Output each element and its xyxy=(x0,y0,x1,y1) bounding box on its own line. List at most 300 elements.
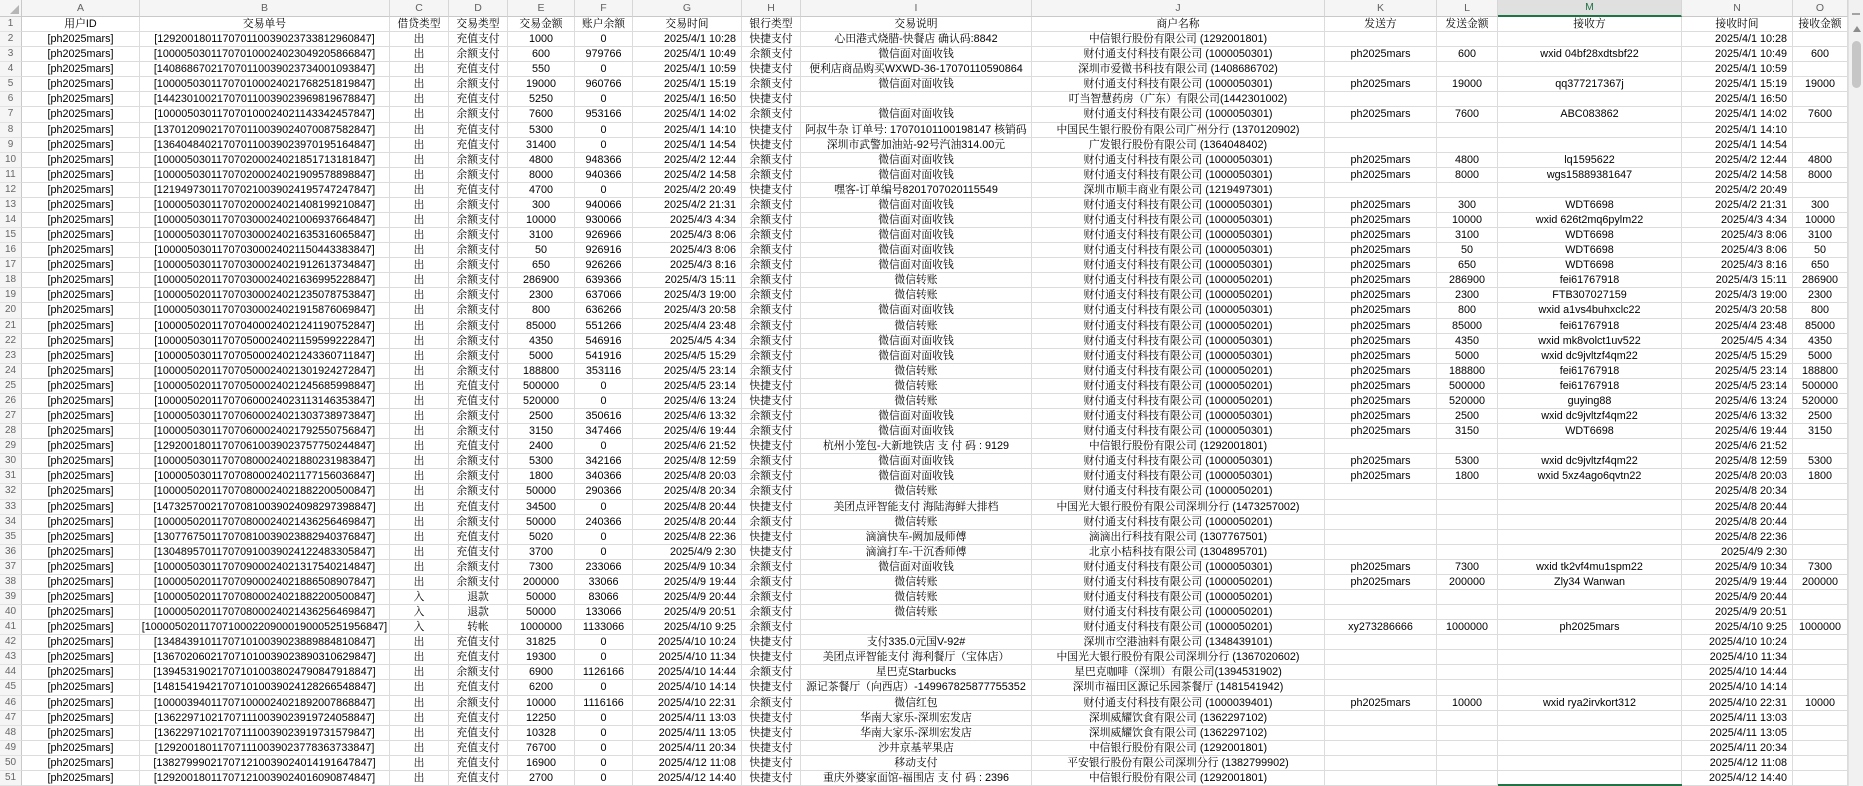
cell-K47[interactable] xyxy=(1325,711,1437,726)
cell-A13[interactable]: [ph2025mars] xyxy=(22,198,140,213)
cell-A40[interactable]: [ph2025mars] xyxy=(22,605,140,620)
row-header-25[interactable]: 25 xyxy=(0,379,22,394)
cell-G14[interactable]: 2025/4/3 4:34 xyxy=(633,213,742,228)
cell-G51[interactable]: 2025/4/12 14:40 xyxy=(633,771,742,786)
cell-G21[interactable]: 2025/4/4 23:48 xyxy=(633,319,742,334)
cell-A33[interactable]: [ph2025mars] xyxy=(22,500,140,515)
cell-E32[interactable]: 50000 xyxy=(508,484,575,499)
cell-G23[interactable]: 2025/4/5 15:29 xyxy=(633,349,742,364)
cell-O1[interactable]: 接收金额 xyxy=(1793,17,1848,32)
cell-M18[interactable]: fei61767918 xyxy=(1498,273,1682,288)
cell-E18[interactable]: 286900 xyxy=(508,273,575,288)
cell-H32[interactable]: 余额支付 xyxy=(742,484,801,499)
cell-B24[interactable]: [100005020117070500024021301924272847] xyxy=(140,364,390,379)
cell-J7[interactable]: 财付通支付科技有限公司 (1000050301) xyxy=(1032,107,1325,122)
row-header-24[interactable]: 24 xyxy=(0,364,22,379)
cell-C5[interactable]: 出 xyxy=(390,77,449,92)
cell-C10[interactable]: 出 xyxy=(390,153,449,168)
column-header-H[interactable]: H xyxy=(742,0,801,17)
cell-E42[interactable]: 31825 xyxy=(508,635,575,650)
cell-D12[interactable]: 充值支付 xyxy=(449,183,508,198)
cell-D48[interactable]: 充值支付 xyxy=(449,726,508,741)
column-header-O[interactable]: O xyxy=(1793,0,1848,17)
cell-F30[interactable]: 342166 xyxy=(575,454,633,469)
cell-I20[interactable]: 微信面对面收钱 xyxy=(801,303,1032,318)
cell-B28[interactable]: [100005030117070600024021792550756847] xyxy=(140,424,390,439)
cell-H24[interactable]: 余额支付 xyxy=(742,364,801,379)
cell-I9[interactable]: 深圳市武警加油站-92号汽油314.00元 xyxy=(801,138,1032,153)
cell-K28[interactable]: ph2025mars xyxy=(1325,424,1437,439)
cell-D19[interactable]: 余额支付 xyxy=(449,288,508,303)
cell-K45[interactable] xyxy=(1325,680,1437,695)
cell-G31[interactable]: 2025/4/8 20:03 xyxy=(633,469,742,484)
cell-O9[interactable] xyxy=(1793,138,1848,153)
cell-F18[interactable]: 639366 xyxy=(575,273,633,288)
cell-A31[interactable]: [ph2025mars] xyxy=(22,469,140,484)
cell-H18[interactable]: 余额支付 xyxy=(742,273,801,288)
cell-B34[interactable]: [100005020117070800024021436256469847] xyxy=(140,515,390,530)
cell-D7[interactable]: 余额支付 xyxy=(449,107,508,122)
cell-A39[interactable]: [ph2025mars] xyxy=(22,590,140,605)
cell-I17[interactable]: 微信面对面收钱 xyxy=(801,258,1032,273)
cell-O23[interactable]: 5000 xyxy=(1793,349,1848,364)
cell-K17[interactable]: ph2025mars xyxy=(1325,258,1437,273)
cell-B10[interactable]: [100005030117070200024021851713181847] xyxy=(140,153,390,168)
cell-H49[interactable]: 快捷支付 xyxy=(742,741,801,756)
cell-J38[interactable]: 财付通支付科技有限公司 (1000050201) xyxy=(1032,575,1325,590)
cell-F42[interactable]: 0 xyxy=(575,635,633,650)
cell-G4[interactable]: 2025/4/1 10:59 xyxy=(633,62,742,77)
cell-C20[interactable]: 出 xyxy=(390,303,449,318)
cell-H31[interactable]: 余额支付 xyxy=(742,469,801,484)
cell-E33[interactable]: 34500 xyxy=(508,500,575,515)
row-header-7[interactable]: 7 xyxy=(0,107,22,122)
cell-C8[interactable]: 出 xyxy=(390,123,449,138)
cell-L22[interactable]: 4350 xyxy=(1437,334,1498,349)
cell-M36[interactable] xyxy=(1498,545,1682,560)
cell-L12[interactable] xyxy=(1437,183,1498,198)
row-header-15[interactable]: 15 xyxy=(0,228,22,243)
cell-H13[interactable]: 余额支付 xyxy=(742,198,801,213)
row-header-1[interactable]: 1 xyxy=(0,17,22,32)
cell-C47[interactable]: 出 xyxy=(390,711,449,726)
cell-M37[interactable]: wxid tk2vf4mu1spm22 xyxy=(1498,560,1682,575)
cell-H11[interactable]: 余额支付 xyxy=(742,168,801,183)
cell-F12[interactable]: 0 xyxy=(575,183,633,198)
cell-B15[interactable]: [100005030117070300024021635316065847] xyxy=(140,228,390,243)
column-header-G[interactable]: G xyxy=(633,0,742,17)
cell-M34[interactable] xyxy=(1498,515,1682,530)
row-header-44[interactable]: 44 xyxy=(0,665,22,680)
cell-A49[interactable]: [ph2025mars] xyxy=(22,741,140,756)
cell-J22[interactable]: 财付通支付科技有限公司 (1000050301) xyxy=(1032,334,1325,349)
cell-F26[interactable]: 0 xyxy=(575,394,633,409)
cell-C36[interactable]: 出 xyxy=(390,545,449,560)
cell-O32[interactable] xyxy=(1793,484,1848,499)
cell-A48[interactable]: [ph2025mars] xyxy=(22,726,140,741)
cell-N12[interactable]: 2025/4/2 20:49 xyxy=(1682,183,1793,198)
cell-K13[interactable]: ph2025mars xyxy=(1325,198,1437,213)
cell-B14[interactable]: [100005030117070300024021006937664847] xyxy=(140,213,390,228)
cell-N6[interactable]: 2025/4/1 16:50 xyxy=(1682,92,1793,107)
cell-C40[interactable]: 入 xyxy=(390,605,449,620)
cell-F36[interactable]: 0 xyxy=(575,545,633,560)
cell-E7[interactable]: 7600 xyxy=(508,107,575,122)
cell-M35[interactable] xyxy=(1498,530,1682,545)
cell-F6[interactable]: 0 xyxy=(575,92,633,107)
cell-H22[interactable]: 余额支付 xyxy=(742,334,801,349)
cell-E13[interactable]: 300 xyxy=(508,198,575,213)
row-header-31[interactable]: 31 xyxy=(0,469,22,484)
cell-N41[interactable]: 2025/4/10 9:25 xyxy=(1682,620,1793,635)
cell-B39[interactable]: [100005020117070800024021882200500847] xyxy=(140,590,390,605)
cell-A4[interactable]: [ph2025mars] xyxy=(22,62,140,77)
cell-N35[interactable]: 2025/4/8 22:36 xyxy=(1682,530,1793,545)
cell-D29[interactable]: 充值支付 xyxy=(449,439,508,454)
cell-H17[interactable]: 余额支付 xyxy=(742,258,801,273)
cell-N2[interactable]: 2025/4/1 10:28 xyxy=(1682,32,1793,47)
cell-F48[interactable]: 0 xyxy=(575,726,633,741)
cell-A20[interactable]: [ph2025mars] xyxy=(22,303,140,318)
cell-F11[interactable]: 940366 xyxy=(575,168,633,183)
cell-K25[interactable]: ph2025mars xyxy=(1325,379,1437,394)
cell-G16[interactable]: 2025/4/3 8:06 xyxy=(633,243,742,258)
cell-J21[interactable]: 财付通支付科技有限公司 (1000050201) xyxy=(1032,319,1325,334)
cell-B27[interactable]: [100005030117070600024021303738973847] xyxy=(140,409,390,424)
cell-L31[interactable]: 1800 xyxy=(1437,469,1498,484)
cell-A34[interactable]: [ph2025mars] xyxy=(22,515,140,530)
cell-I12[interactable]: 嘿客-订单编号8201707020115549 xyxy=(801,183,1032,198)
cell-A9[interactable]: [ph2025mars] xyxy=(22,138,140,153)
row-header-21[interactable]: 21 xyxy=(0,319,22,334)
cell-E5[interactable]: 19000 xyxy=(508,77,575,92)
cell-A5[interactable]: [ph2025mars] xyxy=(22,77,140,92)
cell-M21[interactable]: fei61767918 xyxy=(1498,319,1682,334)
cell-A10[interactable]: [ph2025mars] xyxy=(22,153,140,168)
cell-M15[interactable]: WDT6698 xyxy=(1498,228,1682,243)
cell-F20[interactable]: 636266 xyxy=(575,303,633,318)
cell-C21[interactable]: 出 xyxy=(390,319,449,334)
cell-A35[interactable]: [ph2025mars] xyxy=(22,530,140,545)
cell-M24[interactable]: fei61767918 xyxy=(1498,364,1682,379)
cell-F39[interactable]: 83066 xyxy=(575,590,633,605)
cell-M31[interactable]: wxid 5xz4ago6qvtn22 xyxy=(1498,469,1682,484)
cell-L50[interactable] xyxy=(1437,756,1498,771)
cell-H35[interactable]: 快捷支付 xyxy=(742,530,801,545)
column-header-D[interactable]: D xyxy=(449,0,508,17)
cell-D25[interactable]: 充值支付 xyxy=(449,379,508,394)
cell-H50[interactable]: 快捷支付 xyxy=(742,756,801,771)
cell-K31[interactable]: ph2025mars xyxy=(1325,469,1437,484)
cell-I13[interactable]: 微信面对面收钱 xyxy=(801,198,1032,213)
cell-H40[interactable]: 余额支付 xyxy=(742,605,801,620)
cell-B23[interactable]: [100005030117070500024021243360711847] xyxy=(140,349,390,364)
cell-C14[interactable]: 出 xyxy=(390,213,449,228)
cell-A19[interactable]: [ph2025mars] xyxy=(22,288,140,303)
cell-J16[interactable]: 财付通支付科技有限公司 (1000050301) xyxy=(1032,243,1325,258)
cell-G9[interactable]: 2025/4/1 14:54 xyxy=(633,138,742,153)
cell-D17[interactable]: 余额支付 xyxy=(449,258,508,273)
cell-J46[interactable]: 财付通支付科技有限公司 (1000039401) xyxy=(1032,696,1325,711)
cell-E40[interactable]: 50000 xyxy=(508,605,575,620)
cell-M2[interactable] xyxy=(1498,32,1682,47)
cell-E14[interactable]: 10000 xyxy=(508,213,575,228)
cell-K46[interactable]: ph2025mars xyxy=(1325,696,1437,711)
cell-D34[interactable]: 余额支付 xyxy=(449,515,508,530)
cell-N19[interactable]: 2025/4/3 19:00 xyxy=(1682,288,1793,303)
cell-D50[interactable]: 充值支付 xyxy=(449,756,508,771)
cell-C32[interactable]: 出 xyxy=(390,484,449,499)
cell-L10[interactable]: 4800 xyxy=(1437,153,1498,168)
cell-D1[interactable]: 交易类型 xyxy=(449,17,508,32)
cell-A7[interactable]: [ph2025mars] xyxy=(22,107,140,122)
cell-G33[interactable]: 2025/4/8 20:44 xyxy=(633,500,742,515)
cell-L23[interactable]: 5000 xyxy=(1437,349,1498,364)
cell-D24[interactable]: 余额支付 xyxy=(449,364,508,379)
cell-M13[interactable]: WDT6698 xyxy=(1498,198,1682,213)
cell-B40[interactable]: [100005020117070800024021436256469847] xyxy=(140,605,390,620)
cell-N7[interactable]: 2025/4/1 14:02 xyxy=(1682,107,1793,122)
cell-G10[interactable]: 2025/4/2 12:44 xyxy=(633,153,742,168)
cell-H43[interactable]: 快捷支付 xyxy=(742,650,801,665)
cell-B12[interactable]: [121949730117070210039024195747247847] xyxy=(140,183,390,198)
cell-G29[interactable]: 2025/4/6 21:52 xyxy=(633,439,742,454)
cell-J51[interactable]: 中信银行股份有限公司 (1292001801) xyxy=(1032,771,1325,786)
cell-D35[interactable]: 充值支付 xyxy=(449,530,508,545)
cell-L7[interactable]: 7600 xyxy=(1437,107,1498,122)
cell-F4[interactable]: 0 xyxy=(575,62,633,77)
cell-M42[interactable] xyxy=(1498,635,1682,650)
cell-K40[interactable] xyxy=(1325,605,1437,620)
cell-I32[interactable]: 微信转账 xyxy=(801,484,1032,499)
cell-I23[interactable]: 微信面对面收钱 xyxy=(801,349,1032,364)
cell-K42[interactable] xyxy=(1325,635,1437,650)
cell-O18[interactable]: 286900 xyxy=(1793,273,1848,288)
cell-K37[interactable]: ph2025mars xyxy=(1325,560,1437,575)
cell-C43[interactable]: 出 xyxy=(390,650,449,665)
cell-M22[interactable]: wxid mk8volct1uv522 xyxy=(1498,334,1682,349)
cell-L40[interactable] xyxy=(1437,605,1498,620)
cell-J30[interactable]: 财付通支付科技有限公司 (1000050301) xyxy=(1032,454,1325,469)
cell-B5[interactable]: [100005030117070100024021768251819847] xyxy=(140,77,390,92)
cell-A6[interactable]: [ph2025mars] xyxy=(22,92,140,107)
cell-C18[interactable]: 出 xyxy=(390,273,449,288)
cell-E38[interactable]: 200000 xyxy=(508,575,575,590)
cell-D11[interactable]: 余额支付 xyxy=(449,168,508,183)
cell-L14[interactable]: 10000 xyxy=(1437,213,1498,228)
cell-A15[interactable]: [ph2025mars] xyxy=(22,228,140,243)
cell-A41[interactable]: [ph2025mars] xyxy=(22,620,140,635)
cell-K1[interactable]: 发送方 xyxy=(1325,17,1437,32)
cell-H27[interactable]: 余额支付 xyxy=(742,409,801,424)
row-header-35[interactable]: 35 xyxy=(0,530,22,545)
cell-J23[interactable]: 财付通支付科技有限公司 (1000050301) xyxy=(1032,349,1325,364)
cell-N11[interactable]: 2025/4/2 14:58 xyxy=(1682,168,1793,183)
cell-D3[interactable]: 余额支付 xyxy=(449,47,508,62)
cell-M7[interactable]: ABC083862 xyxy=(1498,107,1682,122)
cell-O30[interactable]: 5300 xyxy=(1793,454,1848,469)
cell-N3[interactable]: 2025/4/1 10:49 xyxy=(1682,47,1793,62)
column-header-J[interactable]: J xyxy=(1032,0,1325,17)
column-header-E[interactable]: E xyxy=(508,0,575,17)
cell-C23[interactable]: 出 xyxy=(390,349,449,364)
cell-H38[interactable]: 余额支付 xyxy=(742,575,801,590)
cell-A3[interactable]: [ph2025mars] xyxy=(22,47,140,62)
cell-C2[interactable]: 出 xyxy=(390,32,449,47)
cell-B33[interactable]: [147325700217070810039024098297398847] xyxy=(140,500,390,515)
cell-N1[interactable]: 接收时间 xyxy=(1682,17,1793,32)
cell-I5[interactable]: 微信面对面收钱 xyxy=(801,77,1032,92)
cell-F27[interactable]: 350616 xyxy=(575,409,633,424)
cell-L43[interactable] xyxy=(1437,650,1498,665)
cell-B17[interactable]: [100005030117070300024021912613734847] xyxy=(140,258,390,273)
cell-M20[interactable]: wxid a1vs4buhxclc22 xyxy=(1498,303,1682,318)
cell-D38[interactable]: 余额支付 xyxy=(449,575,508,590)
cell-D49[interactable]: 充值支付 xyxy=(449,741,508,756)
cell-G42[interactable]: 2025/4/10 10:24 xyxy=(633,635,742,650)
cell-H34[interactable]: 余额支付 xyxy=(742,515,801,530)
cell-I22[interactable]: 微信面对面收钱 xyxy=(801,334,1032,349)
cell-D26[interactable]: 充值支付 xyxy=(449,394,508,409)
cell-C25[interactable]: 出 xyxy=(390,379,449,394)
column-header-I[interactable]: I xyxy=(801,0,1032,17)
cell-N26[interactable]: 2025/4/6 13:24 xyxy=(1682,394,1793,409)
cell-L36[interactable] xyxy=(1437,545,1498,560)
cell-L41[interactable]: 1000000 xyxy=(1437,620,1498,635)
row-header-10[interactable]: 10 xyxy=(0,153,22,168)
cell-I43[interactable]: 美团点评智能支付 海利餐厅（宝体店） xyxy=(801,650,1032,665)
cell-D18[interactable]: 余额支付 xyxy=(449,273,508,288)
cell-N30[interactable]: 2025/4/8 12:59 xyxy=(1682,454,1793,469)
cell-N44[interactable]: 2025/4/10 14:44 xyxy=(1682,665,1793,680)
cell-M47[interactable] xyxy=(1498,711,1682,726)
cell-E41[interactable]: 1000000 xyxy=(508,620,575,635)
cell-E3[interactable]: 600 xyxy=(508,47,575,62)
cell-I10[interactable]: 微信面对面收钱 xyxy=(801,153,1032,168)
row-header-40[interactable]: 40 xyxy=(0,605,22,620)
cell-M39[interactable] xyxy=(1498,590,1682,605)
cell-C15[interactable]: 出 xyxy=(390,228,449,243)
cell-L9[interactable] xyxy=(1437,138,1498,153)
cell-K35[interactable] xyxy=(1325,530,1437,545)
cell-A22[interactable]: [ph2025mars] xyxy=(22,334,140,349)
cell-D15[interactable]: 余额支付 xyxy=(449,228,508,243)
cell-O38[interactable]: 200000 xyxy=(1793,575,1848,590)
cell-B9[interactable]: [136404840217070110039023970195164847] xyxy=(140,138,390,153)
cell-G36[interactable]: 2025/4/9 2:30 xyxy=(633,545,742,560)
row-header-50[interactable]: 50 xyxy=(0,756,22,771)
cell-N39[interactable]: 2025/4/9 20:44 xyxy=(1682,590,1793,605)
cell-I15[interactable]: 微信面对面收钱 xyxy=(801,228,1032,243)
cell-O41[interactable]: 1000000 xyxy=(1793,620,1848,635)
cell-N48[interactable]: 2025/4/11 13:05 xyxy=(1682,726,1793,741)
cell-G2[interactable]: 2025/4/1 10:28 xyxy=(633,32,742,47)
row-header-42[interactable]: 42 xyxy=(0,635,22,650)
cell-B20[interactable]: [100005030117070300024021915876069847] xyxy=(140,303,390,318)
cell-H21[interactable]: 余额支付 xyxy=(742,319,801,334)
cell-A11[interactable]: [ph2025mars] xyxy=(22,168,140,183)
cell-M29[interactable] xyxy=(1498,439,1682,454)
cell-K30[interactable]: ph2025mars xyxy=(1325,454,1437,469)
cell-H28[interactable]: 余额支付 xyxy=(742,424,801,439)
cell-I34[interactable]: 微信转账 xyxy=(801,515,1032,530)
cell-L38[interactable]: 200000 xyxy=(1437,575,1498,590)
cell-B51[interactable]: [129200180117071210039024016090874847] xyxy=(140,771,390,786)
cell-G15[interactable]: 2025/4/3 8:06 xyxy=(633,228,742,243)
cell-E31[interactable]: 1800 xyxy=(508,469,575,484)
cell-J50[interactable]: 平安银行股份有限公司深圳分行 (1382799902) xyxy=(1032,756,1325,771)
cell-M30[interactable]: wxid dc9jvltzf4qm22 xyxy=(1498,454,1682,469)
cell-B1[interactable]: 交易单号 xyxy=(140,17,390,32)
cell-M44[interactable] xyxy=(1498,665,1682,680)
cell-G41[interactable]: 2025/4/10 9:25 xyxy=(633,620,742,635)
cell-H12[interactable]: 快捷支付 xyxy=(742,183,801,198)
cell-K5[interactable]: ph2025mars xyxy=(1325,77,1437,92)
cell-M14[interactable]: wxid 626t2mq6pylm22 xyxy=(1498,213,1682,228)
cell-F2[interactable]: 0 xyxy=(575,32,633,47)
cell-D47[interactable]: 充值支付 xyxy=(449,711,508,726)
cell-J42[interactable]: 深圳市空港油料有限公司 (1348439101) xyxy=(1032,635,1325,650)
cell-F24[interactable]: 353116 xyxy=(575,364,633,379)
cell-O6[interactable] xyxy=(1793,92,1848,107)
cell-G34[interactable]: 2025/4/8 20:44 xyxy=(633,515,742,530)
cell-J25[interactable]: 财付通支付科技有限公司 (1000050201) xyxy=(1032,379,1325,394)
cell-M17[interactable]: WDT6698 xyxy=(1498,258,1682,273)
cell-N34[interactable]: 2025/4/8 20:44 xyxy=(1682,515,1793,530)
cell-K4[interactable] xyxy=(1325,62,1437,77)
row-header-47[interactable]: 47 xyxy=(0,711,22,726)
cell-N13[interactable]: 2025/4/2 21:31 xyxy=(1682,198,1793,213)
cell-C9[interactable]: 出 xyxy=(390,138,449,153)
cell-E19[interactable]: 2300 xyxy=(508,288,575,303)
cell-M33[interactable] xyxy=(1498,500,1682,515)
cell-E29[interactable]: 2400 xyxy=(508,439,575,454)
cell-A2[interactable]: [ph2025mars] xyxy=(22,32,140,47)
cell-I16[interactable]: 微信面对面收钱 xyxy=(801,243,1032,258)
cell-J1[interactable]: 商户名称 xyxy=(1032,17,1325,32)
cell-A18[interactable]: [ph2025mars] xyxy=(22,273,140,288)
cell-E35[interactable]: 5020 xyxy=(508,530,575,545)
cell-M6[interactable] xyxy=(1498,92,1682,107)
scrollbar-thumb[interactable] xyxy=(1852,41,1861,88)
cell-A17[interactable]: [ph2025mars] xyxy=(22,258,140,273)
cell-N9[interactable]: 2025/4/1 14:54 xyxy=(1682,138,1793,153)
cell-J40[interactable]: 财付通支付科技有限公司 (1000050201) xyxy=(1032,605,1325,620)
cell-C49[interactable]: 出 xyxy=(390,741,449,756)
row-header-43[interactable]: 43 xyxy=(0,650,22,665)
cell-J35[interactable]: 滴滴出行科技有限公司 (1307767501) xyxy=(1032,530,1325,545)
cell-J14[interactable]: 财付通支付科技有限公司 (1000050301) xyxy=(1032,213,1325,228)
cell-F50[interactable]: 0 xyxy=(575,756,633,771)
cell-M25[interactable]: fei61767918 xyxy=(1498,379,1682,394)
cell-F43[interactable]: 0 xyxy=(575,650,633,665)
cell-L27[interactable]: 2500 xyxy=(1437,409,1498,424)
cell-D20[interactable]: 余额支付 xyxy=(449,303,508,318)
column-header-B[interactable]: B xyxy=(140,0,390,17)
cell-J27[interactable]: 财付通支付科技有限公司 (1000050301) xyxy=(1032,409,1325,424)
cell-F47[interactable]: 0 xyxy=(575,711,633,726)
cell-J9[interactable]: 广发银行股份有限公司 (1364048402) xyxy=(1032,138,1325,153)
cell-H10[interactable]: 余额支付 xyxy=(742,153,801,168)
cell-K16[interactable]: ph2025mars xyxy=(1325,243,1437,258)
cell-H48[interactable]: 快捷支付 xyxy=(742,726,801,741)
cell-M11[interactable]: wgs15889381647 xyxy=(1498,168,1682,183)
cell-H5[interactable]: 余额支付 xyxy=(742,77,801,92)
cell-C22[interactable]: 出 xyxy=(390,334,449,349)
cell-N31[interactable]: 2025/4/8 20:03 xyxy=(1682,469,1793,484)
cell-G38[interactable]: 2025/4/9 19:44 xyxy=(633,575,742,590)
cell-A28[interactable]: [ph2025mars] xyxy=(22,424,140,439)
